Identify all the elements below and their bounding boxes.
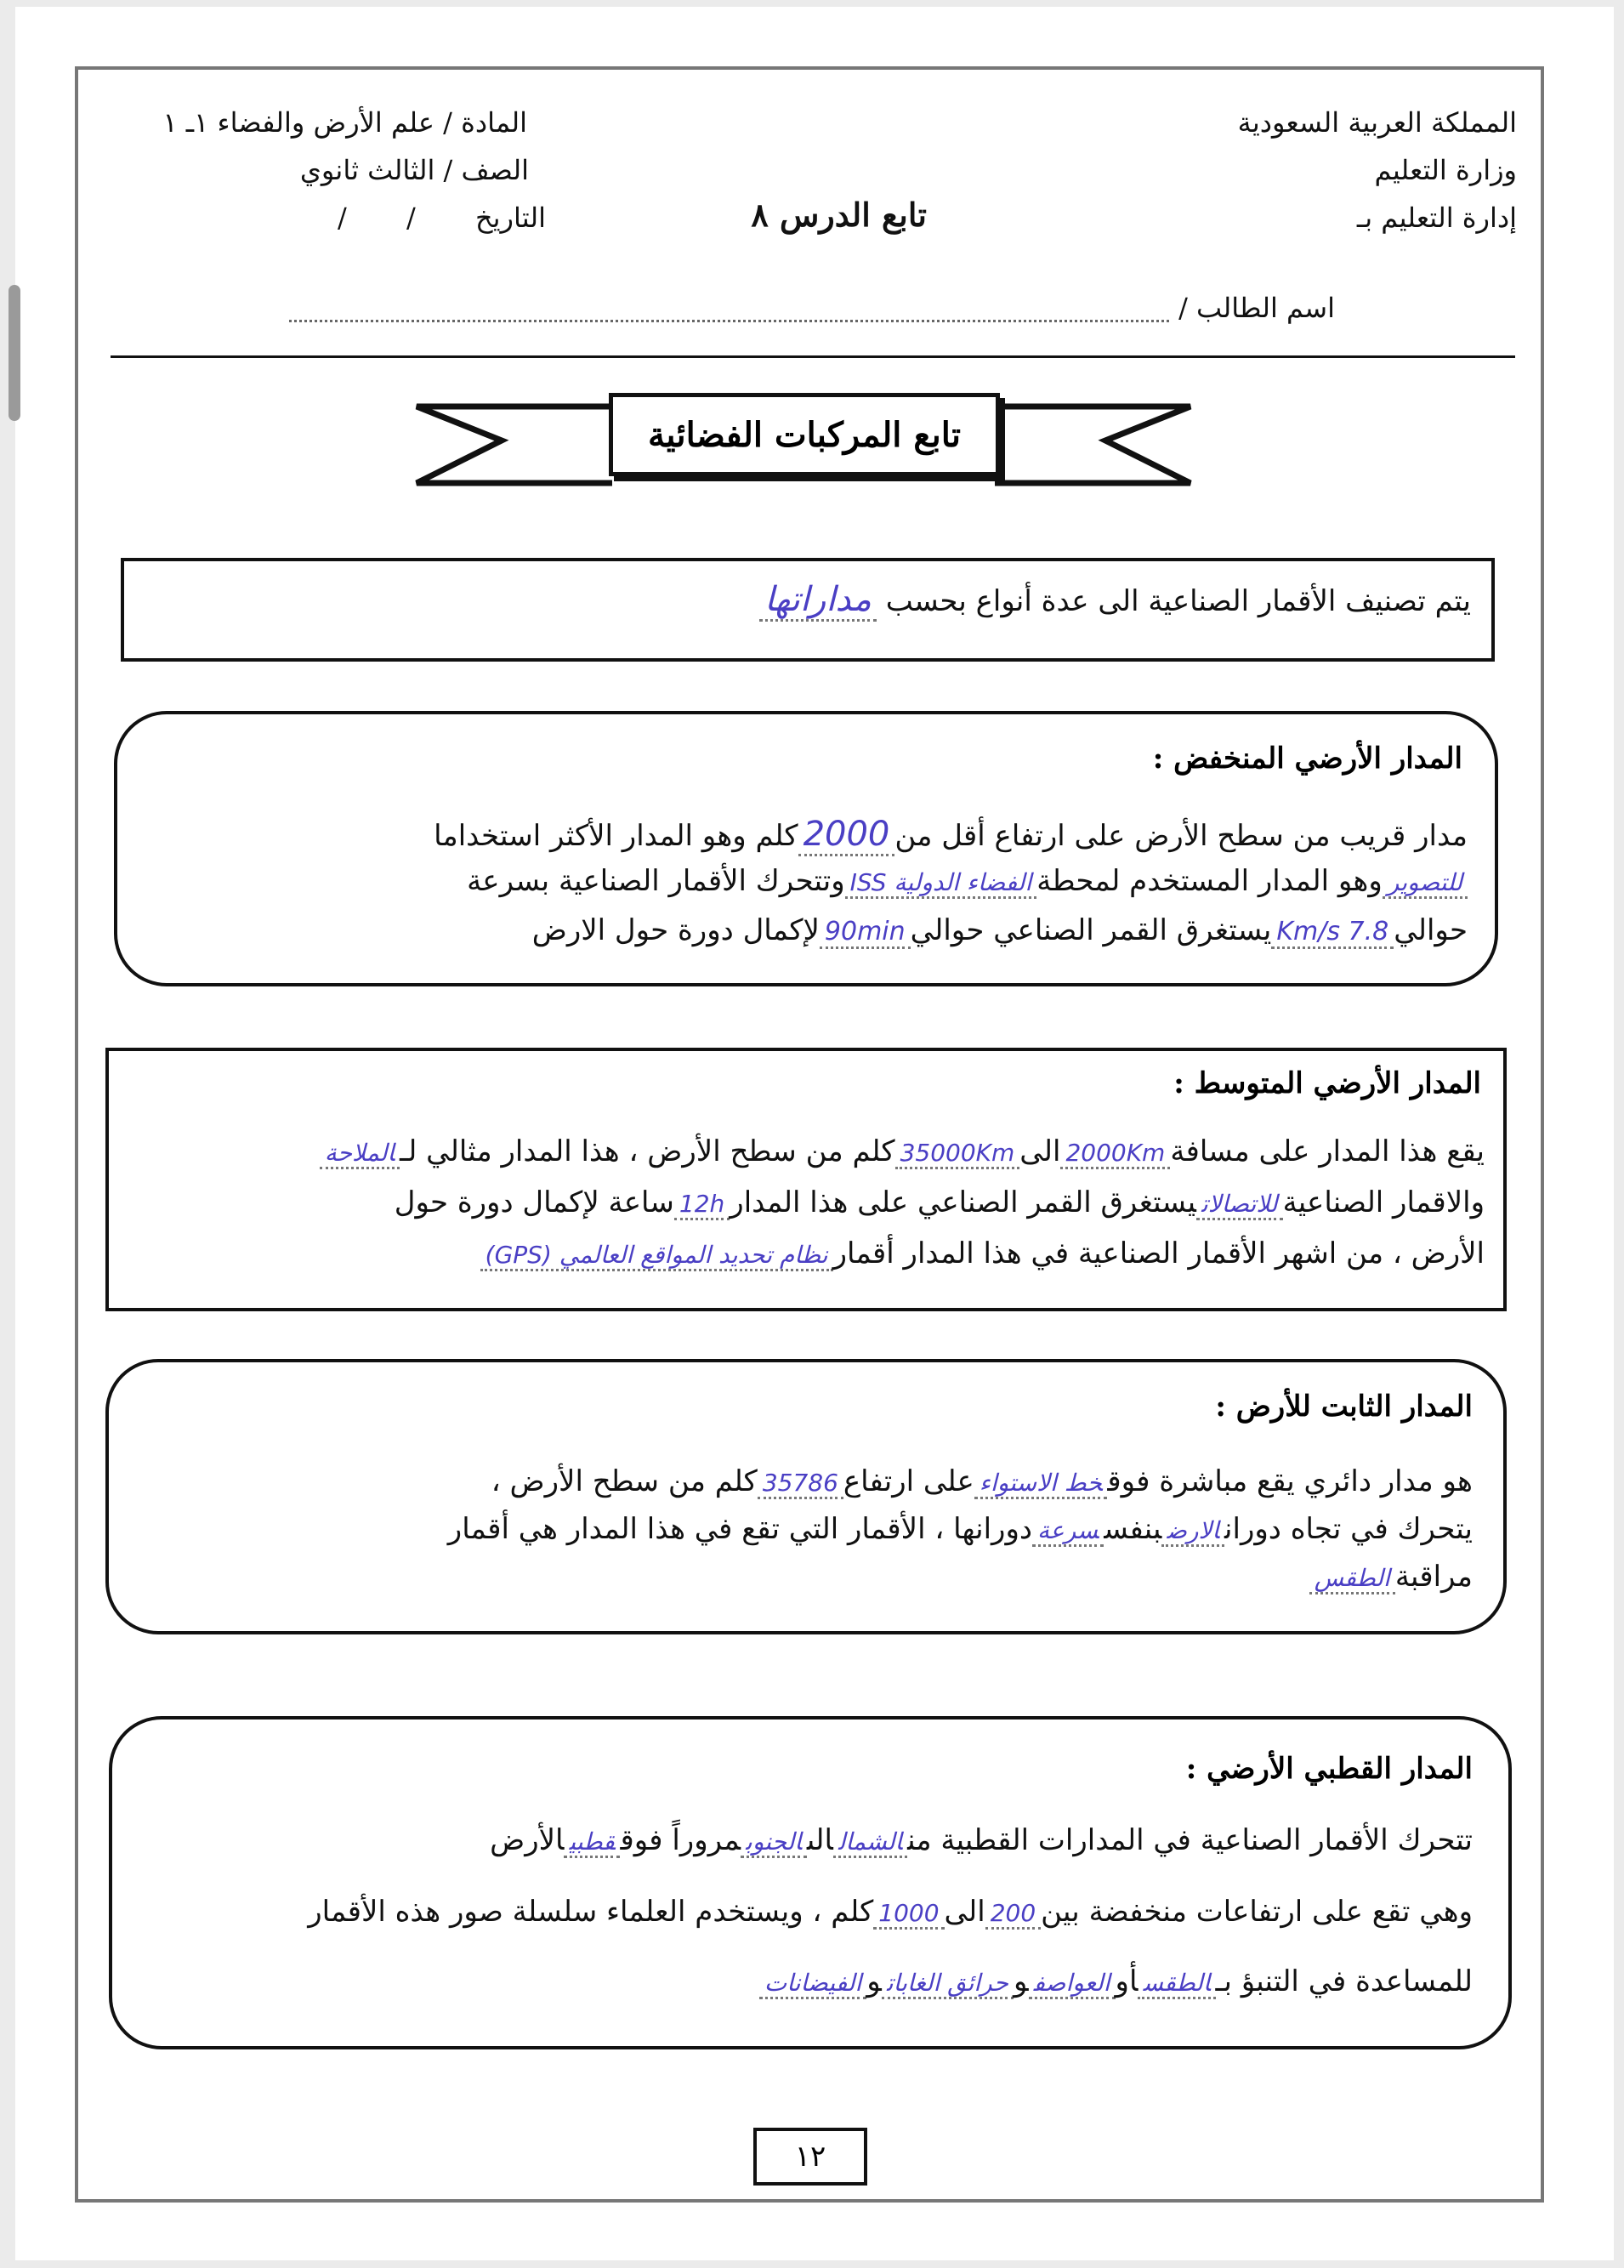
polar-orbit-fires-answer[interactable]: حرائق الغابات xyxy=(882,1969,1014,1999)
polar-orbit-title: المدار القطبي الأرضي : xyxy=(1185,1752,1473,1786)
medium-orbit-ideal-answer[interactable]: الملاحة xyxy=(320,1139,400,1169)
polar-orbit-poles-answer[interactable]: قطبي xyxy=(564,1827,620,1858)
medium-orbit-max-answer[interactable]: 35000Km xyxy=(895,1139,1020,1169)
geo-orbit-line-3: مراقبةالطقس xyxy=(1309,1560,1473,1594)
medium-orbit-satellites-answer[interactable]: نظام تحديد المواقع العالمي (GPS) xyxy=(480,1241,833,1271)
geo-orbit-altitude-answer[interactable]: 35786 xyxy=(758,1469,843,1499)
polar-orbit-storms-answer[interactable]: العواصف xyxy=(1029,1969,1116,1999)
geo-orbit-direction-answer[interactable]: الارض xyxy=(1161,1516,1224,1547)
polar-orbit-line-2: وهي تقع على ارتفاعات منخفضة بين200الى1000كلم ، ويستخدم العلماء سلسلة صور هذه الأقمار xyxy=(308,1895,1473,1929)
low-orbit-station-answer[interactable]: الفضاء الدولية ISS xyxy=(845,868,1037,899)
low-orbit-altitude-answer[interactable]: 2000 xyxy=(798,815,895,856)
scrollbar-handle[interactable] xyxy=(9,285,20,421)
banner-title: تابع المركبات الفضائية xyxy=(609,393,1000,476)
geo-orbit-line-2: يتحرك في تجاه دورانالارضبنفسسرعةدورانها ، الأقمار التي تقع في هذا المدار هي أقمار xyxy=(447,1512,1473,1546)
low-orbit-line-2: للتصويروهو المدار المستخدم لمحطةالفضاء الدولية ISSوتتحرك الأقمار الصناعية بسرعة xyxy=(467,864,1468,898)
student-name-input[interactable] xyxy=(289,320,1169,322)
date-label: التاريخ / / xyxy=(338,202,546,234)
low-orbit-use-answer[interactable]: للتصوير xyxy=(1383,868,1468,899)
low-orbit-line-1: مدار قريب من سطح الأرض على ارتفاع أقل من2000كلم وهو المدار الأكثر استخداما xyxy=(434,815,1468,854)
page-number: ١٢ xyxy=(753,2128,867,2186)
medium-orbit-period-answer[interactable]: 12h xyxy=(674,1190,730,1220)
polar-orbit-min-answer[interactable]: 200 xyxy=(985,1899,1041,1930)
intro-line: يتم تصنيف الأقمار الصناعية الى عدة أنواع بحسب مداراتها xyxy=(759,580,1471,619)
polar-orbit-from-answer[interactable]: الشمال xyxy=(833,1827,907,1858)
geo-orbit-use-answer[interactable]: الطقس xyxy=(1309,1564,1395,1594)
polar-orbit-max-answer[interactable]: 1000 xyxy=(873,1899,944,1930)
low-orbit-title: المدار الأرضي المنخفض : xyxy=(1152,742,1462,776)
medium-orbit-line-1: يقع هذا المدار على مسافة2000Kmالى35000Kmكلم من سطح الأرض ، هذا المدار مثالي لـالملاحة xyxy=(320,1134,1485,1168)
administration-label: إدارة التعليم بـ xyxy=(1356,202,1517,234)
grade-label: الصف / الثالث ثانوي xyxy=(299,154,529,186)
medium-orbit-line-2: والاقمار الصناعيةللاتصالاتيستغرق القمر الصناعي على هذا المدار12hساعة لإكمال دورة حول xyxy=(394,1185,1485,1219)
kingdom-label: المملكة العربية السعودية xyxy=(1237,106,1517,139)
geo-orbit-location-answer[interactable]: خط الاستواء xyxy=(974,1469,1108,1499)
student-name-label: اسم الطالب / xyxy=(1178,292,1335,324)
geo-orbit-title: المدار الثابت للأرض : xyxy=(1215,1390,1473,1424)
polar-orbit-line-1: تتحرك الأقمار الصناعية في المدارات القطبية منالشمالالىالجنوبمروراً فوققطبيالأرض xyxy=(490,1823,1473,1857)
medium-orbit-title: المدار الأرضي المتوسط : xyxy=(1173,1066,1481,1100)
medium-orbit-min-answer[interactable]: 2000Km xyxy=(1060,1139,1170,1169)
low-orbit-period-answer[interactable]: 90min xyxy=(820,917,911,949)
geo-orbit-line-1: هو مدار دائري يقع مباشرة فوقخط الاستواءعلى ارتفاع35786كلم من سطح الأرض ، xyxy=(491,1464,1473,1498)
medium-orbit-line-3: الأرض ، من اشهر الأقمار الصناعية في هذا المدار أقمارنظام تحديد المواقع العالمي (GPS) xyxy=(480,1236,1485,1270)
low-orbit-speed-answer[interactable]: 7.8 Km/s xyxy=(1271,917,1394,949)
polar-orbit-line-3: للمساعدة في التنبؤ بـالطقسأوالعواصفوحرائق الغاباتوالفيضانات xyxy=(759,1964,1473,1998)
polar-orbit-floods-answer[interactable]: الفيضانات xyxy=(759,1969,866,1999)
ministry-label: وزارة التعليم xyxy=(1374,154,1517,186)
polar-orbit-weather-answer[interactable]: الطقس xyxy=(1138,1969,1215,1999)
intro-answer[interactable]: مداراتها xyxy=(759,580,877,622)
subject-label: المادة / علم الأرض والفضاء ١ـ ١ xyxy=(162,106,527,139)
lesson-title: تابع الدرس ٨ xyxy=(751,196,927,234)
low-orbit-line-3: حوالي7.8 Km/sيستغرق القمر الصناعي حوالي90minلإكمال دورة حول الارض xyxy=(531,913,1468,947)
geo-orbit-speed-answer[interactable]: سرعة xyxy=(1032,1516,1104,1547)
polar-orbit-to-answer[interactable]: الجنوب xyxy=(741,1827,807,1858)
header-divider xyxy=(111,355,1515,358)
medium-orbit-use-answer[interactable]: للاتصالات xyxy=(1196,1190,1283,1220)
